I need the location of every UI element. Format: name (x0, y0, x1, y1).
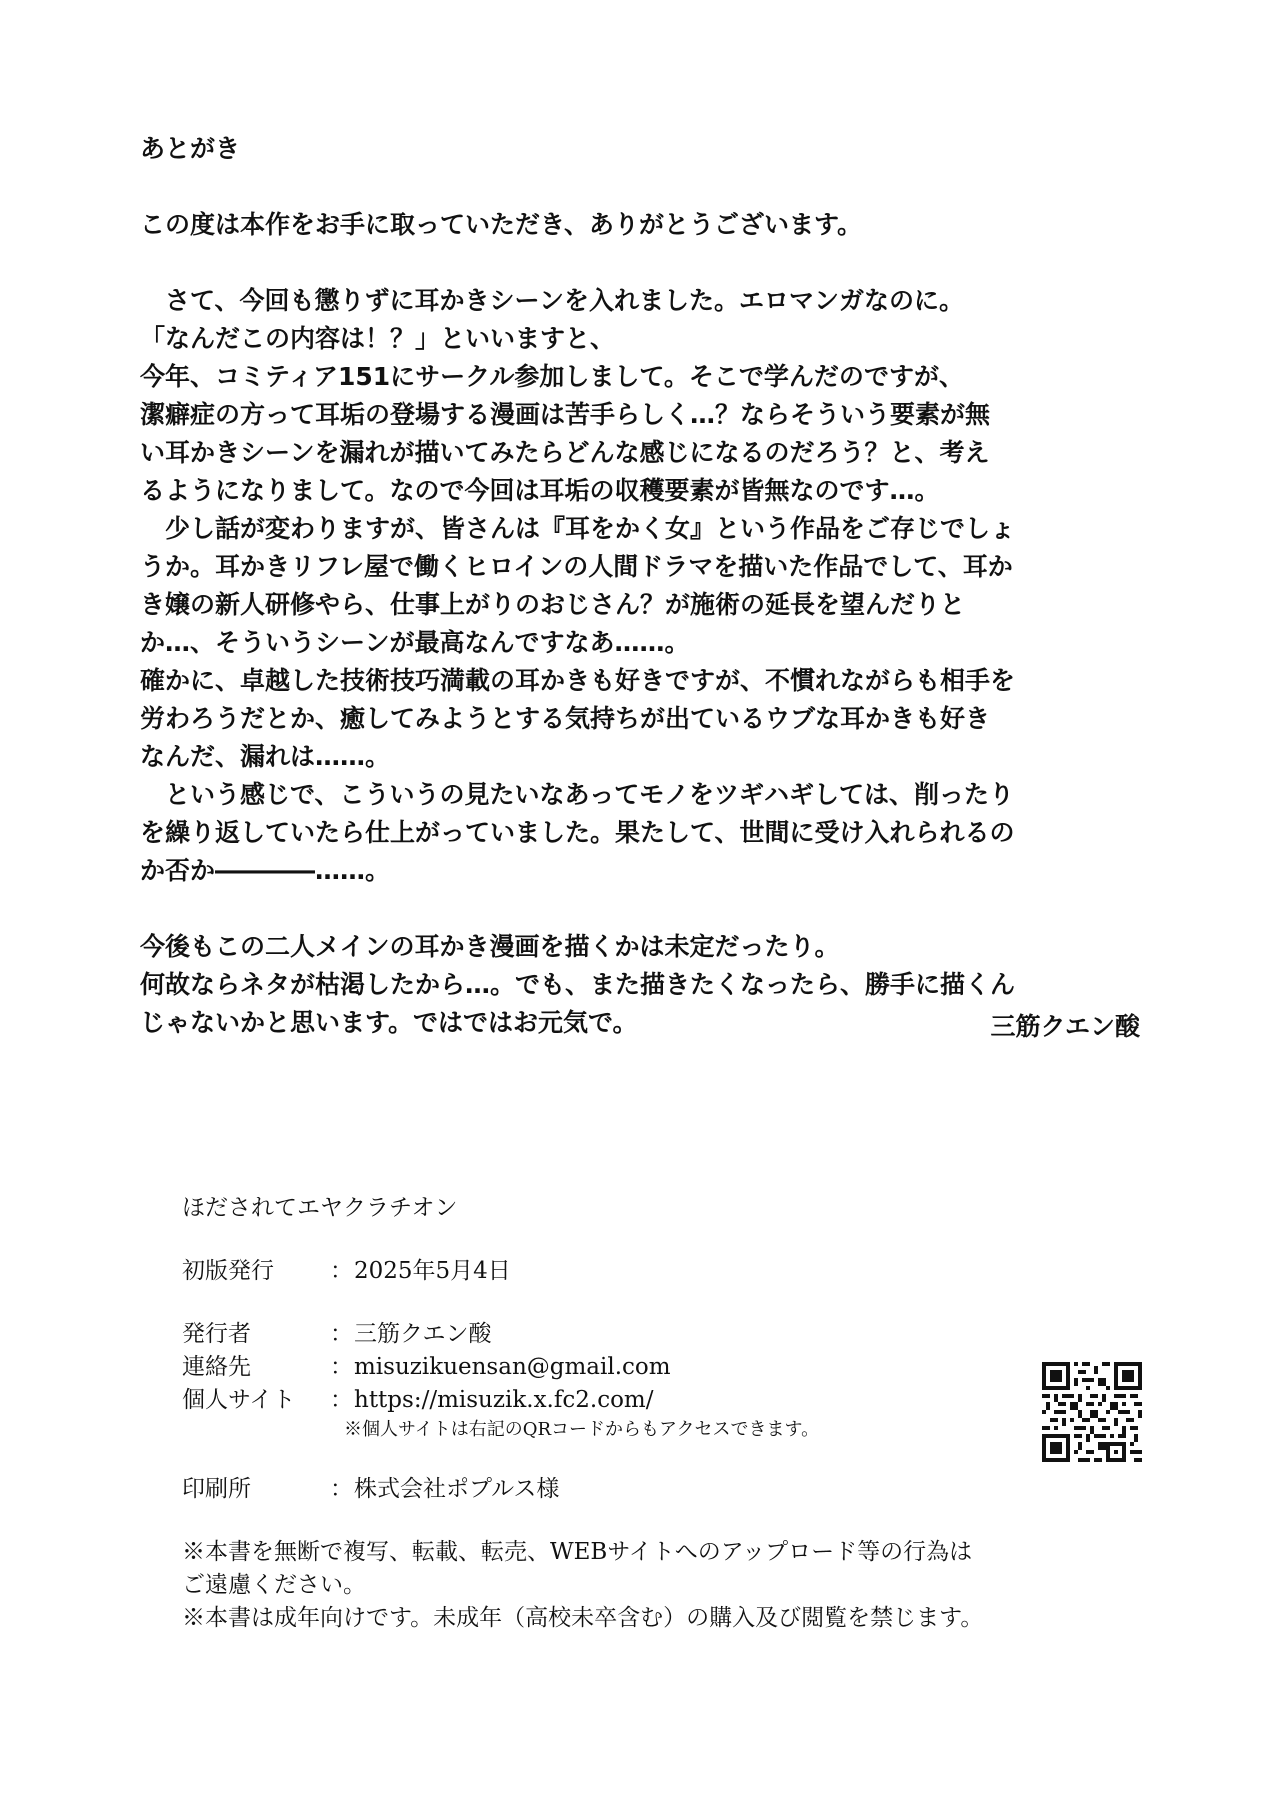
separator: ： (330, 1387, 353, 1413)
block-gap (182, 1288, 1102, 1318)
afterword (140, 130, 1140, 1042)
afterword-line: 労わろうだとか、癒してみようとする気持ちが出ているウブな耳かきも好き (140, 704, 991, 733)
site-row (182, 1384, 1102, 1417)
afterword-line: き嬢の新人研修やら、仕事上がりのおじさん？が施術の延長を望んだりと (140, 590, 966, 619)
printer-row (182, 1473, 1102, 1506)
afterword-line: 今後もこの二人メインの耳かき漫画を描くかは未定だったり。 (140, 932, 840, 961)
afterword-line: 少し話が変わりますが、皆さんは『耳をかく女』という作品をご存じでしょ (140, 514, 1016, 543)
site-url: https://misuzik.x.fc2.com/ (354, 1387, 654, 1413)
printer-value: 株式会社ポプルス様 (354, 1476, 560, 1502)
contact-label: 連絡先 (182, 1354, 251, 1380)
first-edition-row (182, 1255, 1102, 1288)
afterword-line: なんだ、漏れは……。 (140, 742, 391, 771)
afterword-line: 今年、コミティア151にサークル参加しまして。そこで学んだのですが、 (140, 362, 964, 391)
paragraph-gap (140, 244, 1140, 282)
afterword-heading: あとがき (140, 134, 241, 163)
separator: ： (330, 1321, 353, 1347)
afterword-line: さて、今回も懲りずに耳かきシーンを入れました。エロマンガなのに。 (140, 286, 965, 315)
book-title: ほだされてエヤクラチオン (182, 1195, 458, 1221)
afterword-line: を繰り返していたら仕上がっていました。果たして、世間に受け入れられるの (140, 818, 1015, 847)
afterword-line: 潔癖症の方って耳垢の登場する漫画は苦手らしく…？ならそういう要素が無 (140, 400, 991, 429)
site-note: ※個人サイトは右記のQRコードからもアクセスできます。 (344, 1419, 820, 1440)
legal-line: ※本書を無断で複写、転載、転売、WEBサイトへのアップロード等の行為は (182, 1539, 973, 1565)
publisher-label: 発行者 (182, 1321, 251, 1347)
contact-email: misuzikuensan@gmail.com (354, 1354, 671, 1380)
colophon (182, 1192, 1102, 1635)
afterword-line: い耳かきシーンを漏れが描いてみたらどんな感じになるのだろう？と、考え (140, 438, 990, 467)
afterword-line: うか。耳かきリフレ屋で働くヒロインの人間ドラマを描いた作品でして、耳か (140, 552, 1013, 581)
contact-row (182, 1351, 1102, 1384)
afterword-line: か否か――――……。 (140, 856, 391, 885)
publisher-value: 三筋クエン酸 (354, 1321, 492, 1347)
afterword-line: るようになりまして。なので今回は耳垢の収穫要素が皆無なのです…。 (140, 476, 940, 505)
site-label: 個人サイト (182, 1387, 296, 1413)
paragraph-gap (140, 890, 1140, 928)
legal-line: ※本書は成年向けです。未成年（高校未卒含む）の購入及び閲覧を禁じます。 (182, 1605, 984, 1631)
legal-notice (182, 1536, 1102, 1635)
afterword-line: 「なんだこの内容は！？」といいますと、 (140, 324, 616, 353)
afterword-line: じゃないかと思います。ではではお元気で。 (140, 1008, 638, 1037)
qr-code-icon (1042, 1362, 1142, 1462)
separator: ： (330, 1354, 353, 1380)
publisher-row (182, 1318, 1102, 1351)
afterword-line: か…、そういうシーンが最高なんですなあ……。 (140, 628, 690, 657)
legal-line: ご遠慮ください。 (182, 1572, 366, 1598)
afterword-line: という感じで、こういうの見たいなあってモノをツギハギしては、削ったり (140, 780, 1015, 809)
afterword-line: この度は本作をお手に取っていただき、ありがとうございます。 (140, 210, 863, 239)
block-gap (182, 1443, 1102, 1473)
printer-label: 印刷所 (182, 1476, 251, 1502)
first-edition-label: 初版発行 (182, 1258, 274, 1284)
first-edition-date: 2025年5月4日 (354, 1258, 511, 1284)
afterword-line: 確かに、卓越した技術技巧満載の耳かきも好きですが、不慣れながらも相手を (140, 666, 1016, 695)
separator: ： (330, 1476, 353, 1502)
separator: ： (330, 1258, 353, 1284)
author-signature: 三筋クエン酸 (990, 1012, 1140, 1041)
afterword-line: 何故ならネタが枯渇したから…。でも、また描きたくなったら、勝手に描くん (140, 970, 1016, 999)
